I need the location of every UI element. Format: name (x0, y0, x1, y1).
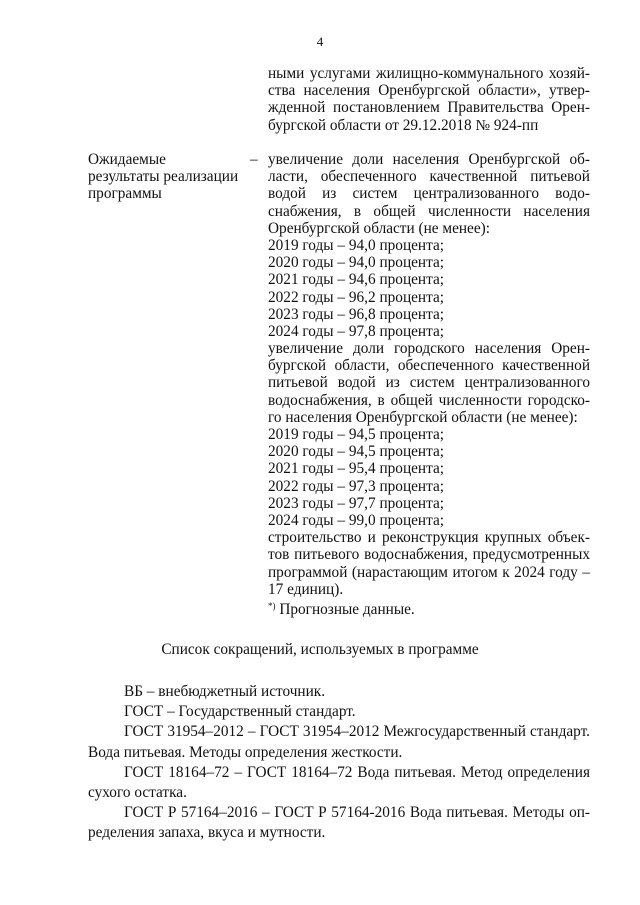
year-value-line: 2024 годы – 99,0 процента; (268, 511, 445, 529)
row-dash: – (250, 151, 258, 168)
expected-results-label (88, 151, 248, 203)
text-line: жденной постановлением Правительства Орен- (268, 99, 590, 117)
abbreviation-line: ГОСТ – Государственный стандарт. (124, 703, 356, 721)
abbreviation-line: сухого остатка. (88, 783, 187, 801)
text-line: бургской области, обеспеченного качественной (268, 357, 590, 375)
text-line: программой (нарастающим итогом к 2024 году – (268, 563, 590, 581)
expected-results-text (268, 151, 590, 618)
text-line: увеличение доли городского населения Орен- (268, 340, 590, 358)
year-value-line: 2020 годы – 94,0 процента; (268, 254, 445, 272)
abbreviations-list (88, 682, 590, 844)
text-line: Оренбургской области (не менее): (268, 219, 490, 237)
label-line: Ожидаемые (88, 151, 166, 168)
year-value-line: 2022 годы – 96,2 процента; (268, 288, 445, 306)
text-line: водой из систем централизованного водо- (268, 185, 590, 203)
text-line: 17 единиц). (268, 580, 344, 598)
text-line: ными услугами жилищно-коммунального хозяй- (268, 65, 590, 82)
footnote (268, 598, 590, 618)
text-line: увеличение доли населения Оренбургской об- (268, 151, 590, 168)
label-line: программы (88, 185, 162, 203)
abbreviation-line: ГОСТ 18164–72 – ГОСТ 18164–72 Вода питьевая. Метод определения (124, 763, 590, 781)
text-line: строительство и реконструкция крупных объек- (268, 529, 590, 547)
text-line: ласти, обеспеченного качественной питьевой (268, 168, 590, 186)
text-line: снабжения, в общей численности населения (268, 202, 590, 220)
label-line: результаты реализации (88, 168, 239, 186)
year-value-line: 2023 годы – 97,7 процента; (268, 494, 445, 512)
text-line: питьевой водой из систем централизованного (268, 374, 590, 392)
text-line: тов питьевого водоснабжения, предусмотренных (268, 546, 590, 564)
year-value-line: 2021 годы – 94,6 процента; (268, 271, 445, 289)
abbreviation-line: ВБ – внебюджетный источник. (124, 683, 326, 700)
year-value-line: 2024 годы – 97,8 процента; (268, 322, 445, 340)
abbreviation-line: ГОСТ 31954–2012 – ГОСТ 31954–2012 Межгосударственный стандарт. (124, 723, 590, 741)
text-line: ства населения Оренбургской области», утвер- (268, 82, 590, 100)
year-value-line: 2020 годы – 94,5 процента; (268, 443, 445, 461)
abbreviation-line: ределения запаха, вкуса и мутности. (88, 824, 326, 842)
abbreviation-line: ГОСТ Р 57164–2016 – ГОСТ Р 57164-2016 Вода питьевая. Методы оп- (124, 804, 590, 822)
year-value-line: 2019 годы – 94,5 процента; (268, 426, 445, 443)
previous-row-text (268, 65, 590, 134)
text-line: бургской области от 29.12.2018 № 924-пп (268, 116, 539, 134)
page-number: 4 (316, 34, 324, 49)
footnote-text: Прогнозные данные. (275, 600, 415, 618)
text-line: го населения Оренбургской области (не менее): (268, 408, 578, 426)
text-line: водоснабжения, в общей численности городско- (268, 391, 590, 409)
footnote-mark: *) (268, 600, 276, 611)
abbreviation-line: Вода питьевая. Методы определения жесткости. (88, 743, 403, 761)
year-value-line: 2023 годы – 96,8 процента; (268, 305, 445, 323)
abbreviations-heading: Список сокращений, используемых в программе (161, 641, 479, 658)
year-value-line: 2019 годы – 94,0 процента; (268, 236, 445, 254)
year-value-line: 2021 годы – 95,4 процента; (268, 460, 445, 478)
year-value-line: 2022 годы – 97,3 процента; (268, 477, 445, 495)
